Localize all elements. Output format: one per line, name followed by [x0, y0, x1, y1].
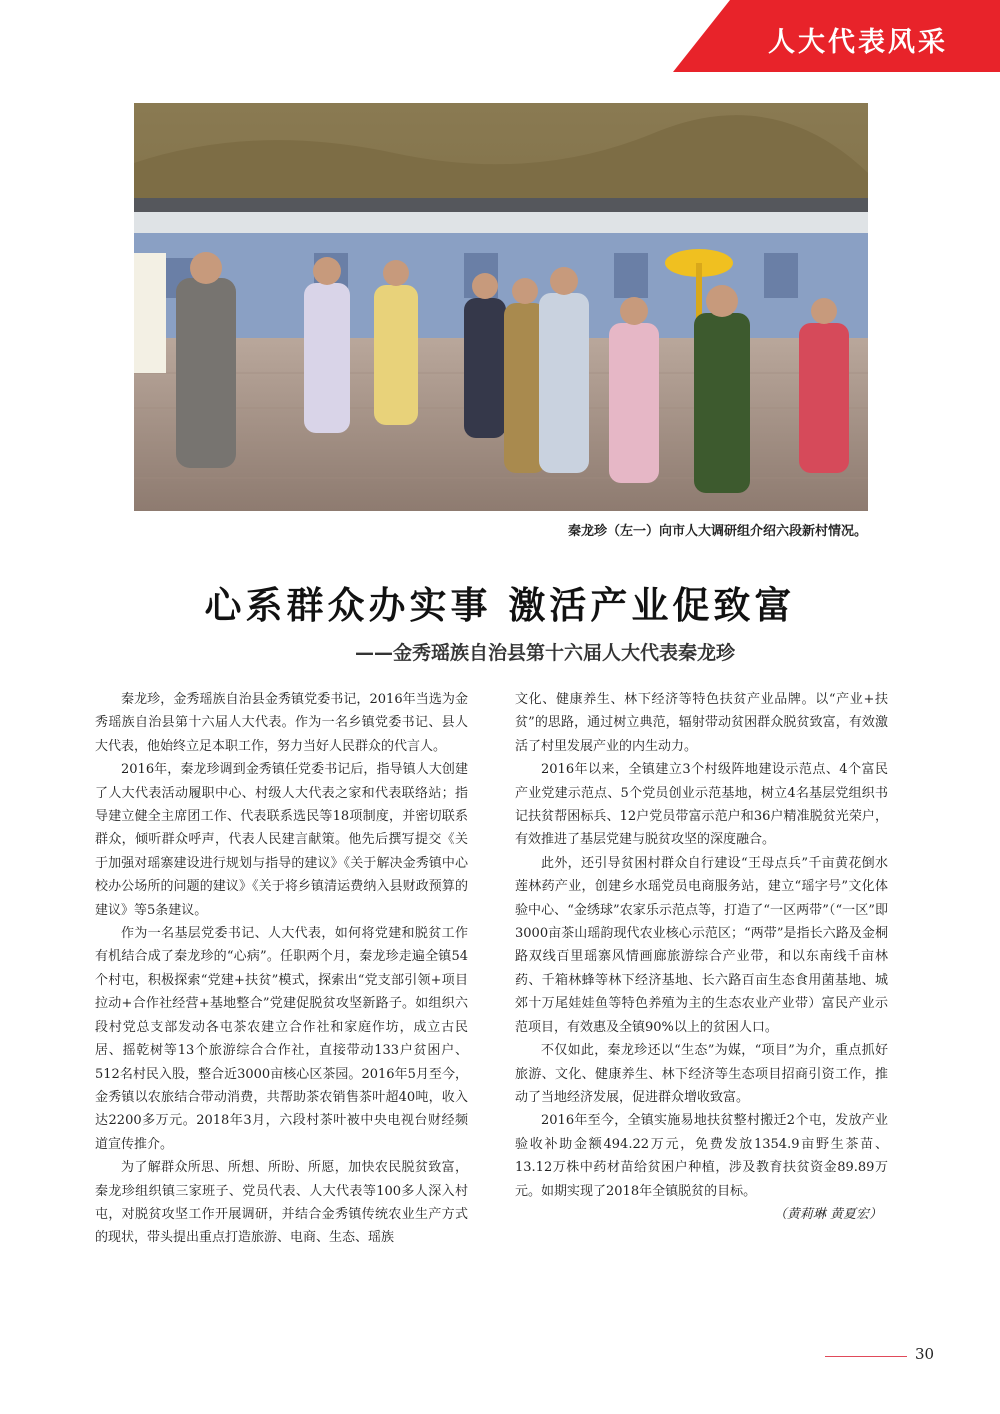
paragraph: 2016年至今，全镇实施易地扶贫整村搬迁2个屯，发放产业验收补助金额494.22万元，免费发放1354.9亩野生茶苗、13.12万株中药材苗给贫困户种植，涉及教育扶贫资金89.89万元。如期实现了2018年全镇脱贫的目标。: [515, 1113, 888, 1199]
article-subtitle: ——金秀瑶族自治县第十六届人大代表秦龙珍: [354, 642, 735, 664]
paragraph: 此外，还引导贫困村群众自行建设“王母点兵”千亩黄花倒水莲林药产业，创建乡水瑶党员电商服务站，建立“瑶字号”文化体验中心、“金绣球”农家乐示范点等，打造了“一区两带”（“一区”即3000亩茶山瑶韵现代农业核心示范区；“两带”是指长六路及金桐路双线百里瑶寨风情画廊旅游综合产业带，和以东南线千亩林药、千箱林蜂等林下经济基地、长六路百亩生态食用菌基地、城郊十万尾娃娃鱼等特色养殖为主的生态农业产业带）富民产业示范项目，有效惠及全镇90%以上的贫困人口。: [515, 855, 888, 1035]
paragraph: 2016年以来，全镇建立3个村级阵地建设示范点、4个富民产业党建示范点、5个党员创业示范基地，树立4名基层党组织书记扶贫帮困标兵、12户党员带富示范户和36户精准脱贫光荣户，有效推进了基层党建与脱贫攻坚的深度融合。: [515, 762, 888, 848]
paragraph: 为了解群众所思、所想、所盼、所愿，加快农民脱贫致富，秦龙珍组织镇三家班子、党员代表、人大代表等100多人深入村屯，对脱贫攻坚工作开展调研，并结合金秀镇传统农业生产方式的现状，带头提出重点打造旅游、电商、生态、瑶族: [95, 1160, 468, 1246]
section-title: 人大代表风采: [768, 27, 948, 58]
article-column-left: [95, 688, 468, 1250]
page-number: 30: [915, 1345, 935, 1363]
photo-caption: 秦龙珍（左一）向市人大调研组介绍六段新村情况。: [567, 524, 867, 539]
paragraph: 文化、健康养生、林下经济等特色扶贫产业品牌。以“产业+扶贫”的思路，通过树立典范，辐射带动贫困群众脱贫致富，有效激活了村里发展产业的内生动力。: [515, 692, 888, 754]
page-number-rule: [825, 1356, 907, 1357]
paragraph: 作为一名基层党委书记、人大代表，如何将党建和脱贫工作有机结合成了秦龙珍的“心病”。任职两个月，秦龙珍走遍全镇54个村屯，积极探索“党建+扶贫”模式，探索出“党支部引领+项目拉动+合作社经营+基地整合”党建促脱贫攻坚新路子。如组织六段村党总支部发动各屯茶农建立合作社和家庭作坊，成立古民居、摇乾树等13个旅游综合合作社，直接带动133户贫困户、512名村民入股，整合近3000亩核心区茶园。2016年5月至今，金秀镇以农旅结合带动消费，共帮助茶农销售茶叶超40吨，收入达2200多万元。2018年3月，六段村茶叶被中央电视台财经频道宣传推介。: [95, 926, 468, 1152]
article-title: 心系群众办实事 激活产业促致富: [204, 583, 796, 627]
article-column-right: [515, 688, 888, 1226]
article-photo: [134, 103, 868, 511]
paragraph: 秦龙珍，金秀瑶族自治县金秀镇党委书记，2016年当选为金秀瑶族自治县第十六届人大代表。作为一名乡镇党委书记、县人大代表，他始终立足本职工作，努力当好人民群众的代言人。: [95, 692, 468, 754]
article-author: （黄莉琳 黄夏宏）: [773, 1206, 882, 1222]
paragraph: 不仅如此，秦龙珍还以“生态”为媒，“项目”为介，重点抓好旅游、文化、健康养生、林下经济等生态项目招商引资工作，推动了当地经济发展，促进群众增收致富。: [515, 1043, 888, 1105]
paragraph: 2016年，秦龙珍调到金秀镇任党委书记后，指导镇人大创建了人大代表活动履职中心、村级人大代表之家和代表联络站；指导建立健全主席团工作、代表联系选民等18项制度，并密切联系群众，倾听群众呼声，代表人民建言献策。他先后撰写提交《关于加强对瑶寨建设进行规划与指导的建议》《关于解决金秀镇中心校办公场所的问题的建议》《关于将乡镇清运费纳入县财政预算的建议》等5条建议。: [95, 762, 468, 918]
